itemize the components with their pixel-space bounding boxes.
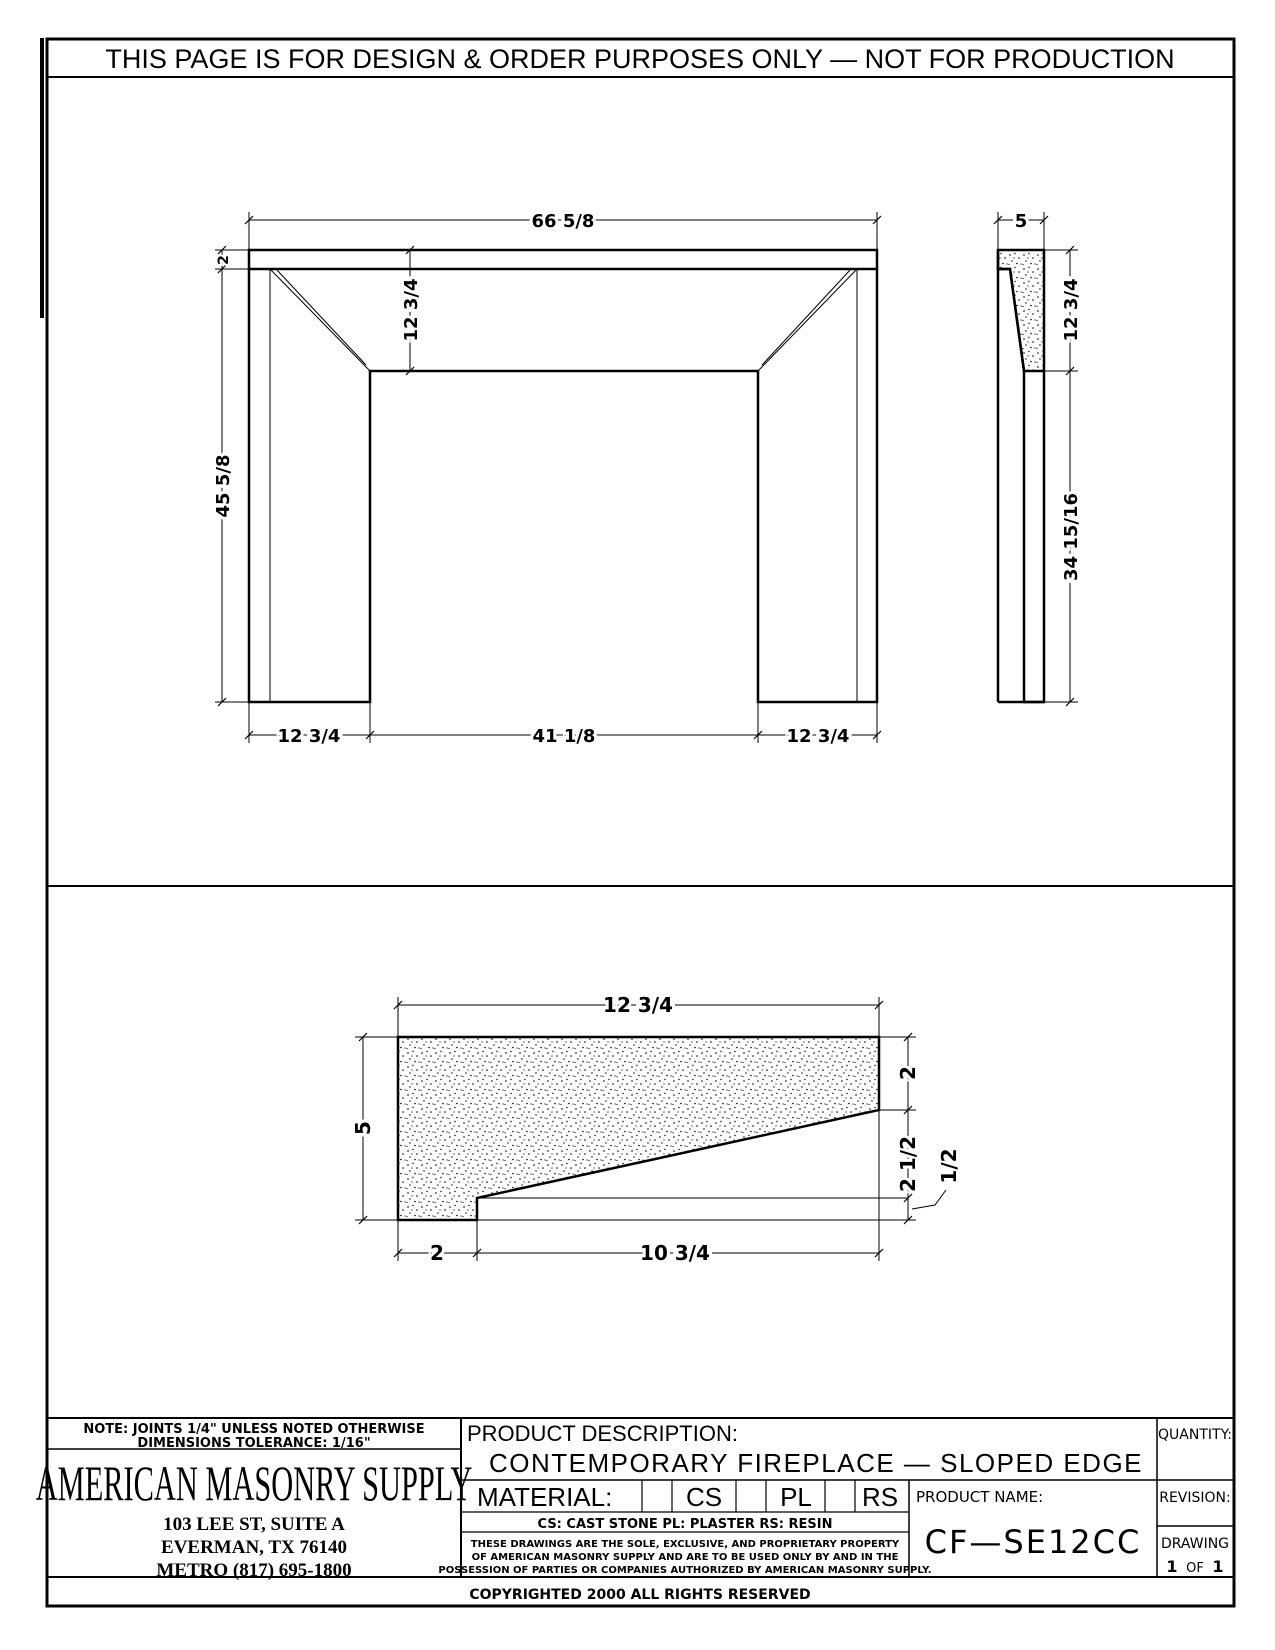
dim-section-width: 12 3/4 — [603, 993, 673, 1017]
note-joints: NOTE: JOINTS 1/4" UNLESS NOTED OTHERWISE — [83, 1422, 425, 1437]
dim-side-leg: 34 15/16 — [1061, 493, 1082, 581]
company-address2: EVERMAN, TX 76140 — [161, 1537, 347, 1558]
quantity-label: QUANTITY: — [1158, 1427, 1232, 1443]
revision-label: REVISION: — [1159, 1490, 1231, 1506]
disclaimer-line1: THESE DRAWINGS ARE THE SOLE, EXCLUSIVE, AND PROPRIETARY PROPERTY — [470, 1539, 900, 1550]
dim-overall-width: 66 5/8 — [531, 211, 595, 232]
company-phone: METRO (817) 695-1800 — [156, 1560, 352, 1581]
material-option-rs: RS — [861, 1482, 899, 1512]
disclaimer-line3: POSSESSION OF PARTIES OR COMPANIES AUTHORIZED BY AMERICAN MASONRY SUPPLY. — [438, 1565, 932, 1576]
material-option-pl: PL — [780, 1482, 812, 1512]
dim-section-toe: 2 — [430, 1241, 444, 1265]
dim-section-height: 5 — [351, 1121, 375, 1135]
copyright: COPYRIGHTED 2000 ALL RIGHTS RESERVED — [469, 1587, 811, 1603]
dim-opening-width: 41 1/8 — [532, 726, 596, 747]
front-view — [215, 212, 881, 743]
product-name: CF—SE12CC — [924, 1523, 1142, 1561]
dim-overall-height: 45 5/8 — [213, 454, 234, 518]
dim-header-depth: 12 3/4 — [401, 278, 422, 342]
company-name: AMERICAN MASONRY SUPPLY — [35, 1455, 473, 1511]
section-view — [355, 997, 946, 1261]
dim-section-bottom-edge: 1/2 — [937, 1148, 961, 1184]
material-label: MATERIAL: — [477, 1482, 613, 1512]
dim-section-slope-rise: 2 1/2 — [896, 1135, 920, 1193]
company-address1: 103 LEE ST, SUITE A — [163, 1514, 345, 1535]
dim-side-depth: 5 — [1014, 211, 1028, 232]
drawing-label: DRAWING — [1160, 1536, 1230, 1552]
dim-left-leg: 12 3/4 — [277, 726, 341, 747]
drawing-total: 1 — [1212, 1557, 1224, 1576]
dim-mantel-thickness: 2 — [216, 255, 232, 265]
dim-right-leg: 12 3/4 — [786, 726, 850, 747]
product-name-label: PRODUCT NAME: — [916, 1488, 1044, 1506]
drawing-number: 1 — [1166, 1557, 1178, 1576]
sheet-border — [47, 39, 1234, 1606]
product-desc-label: PRODUCT DESCRIPTION: — [467, 1421, 738, 1446]
note-tolerance: DIMENSIONS TOLERANCE: 1/16" — [137, 1436, 371, 1451]
material-option-cs: CS — [685, 1482, 723, 1512]
dim-section-slope-run: 10 3/4 — [640, 1241, 710, 1265]
disclaimer-line2: OF AMERICAN MASONRY SUPPLY AND ARE TO BE USED ONLY BY AND IN THE — [471, 1552, 899, 1563]
dim-section-top-edge: 2 — [896, 1066, 920, 1080]
banner-text: THIS PAGE IS FOR DESIGN & ORDER PURPOSES ONLY — NOT FOR PRODUCTION — [105, 44, 1175, 74]
product-desc: CONTEMPORARY FIREPLACE — SLOPED EDGE — [488, 1448, 1144, 1478]
drawing-of: OF — [1186, 1561, 1204, 1576]
material-legend: CS: CAST STONE PL: PLASTER RS: RESIN — [537, 1517, 833, 1532]
dim-side-header: 12 3/4 — [1061, 278, 1082, 342]
